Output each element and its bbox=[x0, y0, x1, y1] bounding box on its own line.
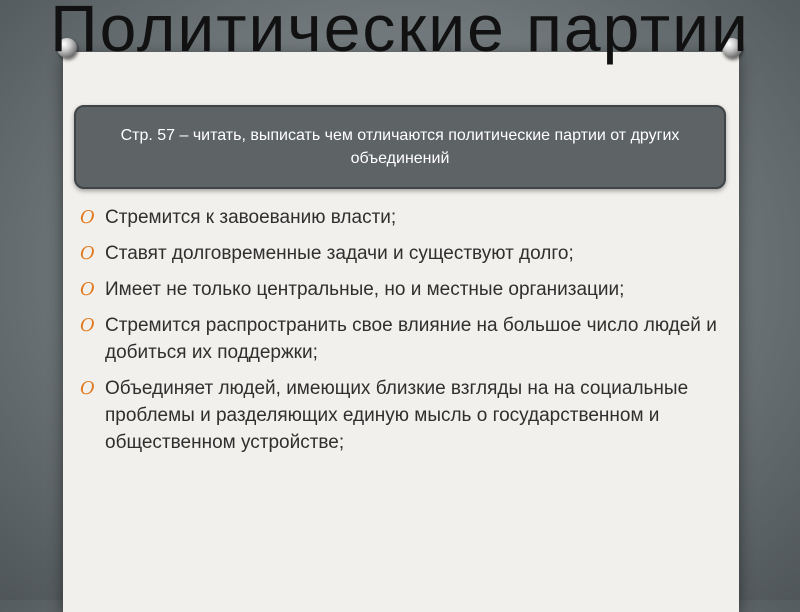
list-item bbox=[80, 375, 730, 456]
list-item bbox=[80, 312, 730, 366]
slide-title: Политические партии bbox=[50, 0, 750, 65]
list-item bbox=[80, 240, 730, 267]
bullet-icon: O bbox=[80, 207, 95, 228]
bullet-text: Объединяет людей, имеющих близкие взгляды на на социальные проблемы и разделяющих единую мысль о государственном и общественном устройстве; bbox=[105, 378, 689, 453]
bullet-icon: O bbox=[80, 378, 95, 399]
bullet-list bbox=[80, 204, 730, 465]
bullet-icon: O bbox=[80, 279, 95, 300]
assignment-callout: Стр. 57 – читать, выписать чем отличаются политические партии от других объединений bbox=[74, 105, 726, 189]
bullet-icon: O bbox=[80, 243, 95, 264]
bullet-text: Имеет не только центральные, но и местные организации; bbox=[105, 279, 625, 300]
list-item bbox=[80, 204, 730, 231]
bullet-text: Стремится к завоеванию власти; bbox=[105, 207, 397, 228]
bullet-icon: O bbox=[80, 315, 95, 336]
bullet-text: Ставят долговременные задачи и существуют долго; bbox=[105, 243, 574, 264]
list-item bbox=[80, 276, 730, 303]
bullet-text: Стремится распространить свое влияние на большое число людей и добиться их поддержки; bbox=[105, 315, 717, 363]
